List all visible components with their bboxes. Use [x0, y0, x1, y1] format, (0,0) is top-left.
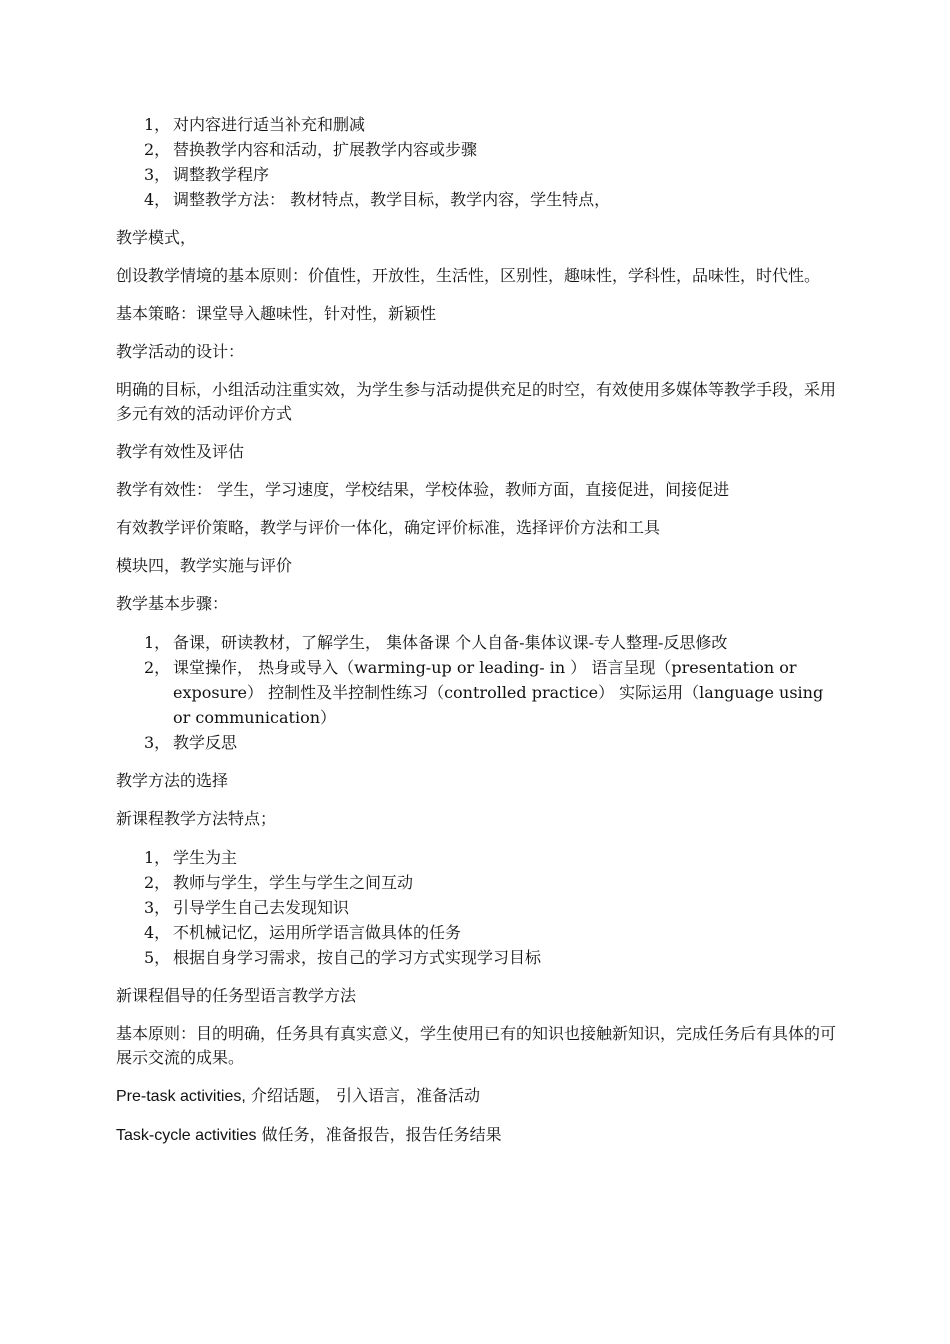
list-item — [116, 895, 836, 920]
list-item — [116, 630, 836, 655]
pre-task-term: Pre-task activities, — [116, 1088, 246, 1105]
list-item-text: 根据自身学习需求，按自己的学习方式实现学习目标 — [173, 948, 542, 967]
list-number: 3， — [144, 733, 171, 752]
task-cycle-text: 做任务，准备报告，报告任务结果 — [256, 1125, 502, 1144]
pre-task-text: 介绍话题， 引入语言，准备活动 — [245, 1086, 480, 1105]
list-item — [116, 112, 836, 137]
adjustment-list — [116, 112, 836, 212]
list-number: 4， — [144, 190, 171, 209]
list-item — [116, 655, 836, 730]
paragraph-method-choice: 教学方法的选择 — [116, 771, 229, 790]
list-number: 4， — [144, 923, 171, 942]
list-number: 1， — [144, 633, 171, 652]
paragraph-task-principles: 基本原则：目的明确，任务具有真实意义，学生使用已有的知识也接触新知识，完成任务后有具体的可展示交流的成果。 — [116, 1024, 837, 1067]
list-number: 2， — [144, 658, 171, 677]
paragraph-pre-task — [116, 1084, 836, 1109]
paragraph-task-cycle — [116, 1123, 836, 1148]
list-item-text: 教师与学生，学生与学生之间互动 — [173, 873, 414, 892]
list-item-text: 替换教学内容和活动，扩展教学内容或步骤 — [173, 140, 478, 159]
list-number: 1， — [144, 848, 171, 867]
steps-list — [116, 630, 836, 755]
paragraph-situation-principles: 创设教学情境的基本原则：价值性，开放性，生活性，区别性，趣味性，学科性，品味性，时代性。 — [116, 266, 821, 285]
list-item-text: 对内容进行适当补充和删减 — [173, 115, 366, 134]
list-number: 5， — [144, 948, 171, 967]
list-item — [116, 162, 836, 187]
task-cycle-term: Task-cycle activities — [116, 1127, 257, 1144]
paragraph-effectiveness: 教学有效性： 学生，学习速度，学校结果，学校体验，教师方面，直接促进，间接促进 — [116, 480, 730, 499]
paragraph-activity-design: 教学活动的设计： — [116, 342, 245, 361]
list-item — [116, 730, 836, 755]
list-item-text: 课堂操作， 热身或导入（warming-up or leading- in ） 语言呈现（presentation or exposure） 控制性及半控制性练习（controlled practice） 实际运用（language using or communication） — [173, 658, 824, 727]
list-number: 3， — [144, 898, 171, 917]
paragraph-new-method-features: 新课程教学方法特点； — [116, 809, 277, 828]
paragraph-module-4: 模块四，教学实施与评价 — [116, 556, 293, 575]
list-number: 1， — [144, 115, 171, 134]
list-number: 2， — [144, 873, 171, 892]
list-item — [116, 137, 836, 162]
list-item-text: 调整教学方法： 教材特点，教学目标，教学内容，学生特点， — [173, 190, 611, 209]
paragraph-basic-strategy: 基本策略：课堂导入趣味性，针对性，新颖性 — [116, 304, 437, 323]
list-item-text: 调整教学程序 — [173, 165, 270, 184]
paragraph-teaching-mode: 教学模式， — [116, 228, 197, 247]
list-item — [116, 920, 836, 945]
paragraph-task-based: 新课程倡导的任务型语言教学方法 — [116, 986, 357, 1005]
list-item-text: 不机械记忆，运用所学语言做具体的任务 — [173, 923, 462, 942]
list-item-text: 备课，研读教材，了解学生， 集体备课 个人自备-集体议课-专人整理-反思修改 — [173, 633, 728, 652]
list-item-text: 学生为主 — [173, 848, 238, 867]
paragraph-effectiveness-eval: 教学有效性及评估 — [116, 442, 245, 461]
paragraph-eval-strategy: 有效教学评价策略，教学与评价一体化，确定评价标准，选择评价方法和工具 — [116, 518, 661, 537]
list-item — [116, 845, 836, 870]
list-number: 2， — [144, 140, 171, 159]
list-item — [116, 870, 836, 895]
method-features-list — [116, 845, 836, 970]
list-item-text: 教学反思 — [173, 733, 238, 752]
list-item — [116, 945, 836, 970]
list-item-text: 引导学生自己去发现知识 — [173, 898, 350, 917]
paragraph-basic-steps: 教学基本步骤： — [116, 594, 229, 613]
list-item — [116, 187, 836, 212]
paragraph-activity-design-detail: 明确的目标，小组活动注重实效，为学生参与活动提供充足的时空，有效使用多媒体等教学手段，采用多元有效的活动评价方式 — [116, 380, 837, 423]
document-body — [116, 112, 836, 1162]
list-number: 3， — [144, 165, 171, 184]
